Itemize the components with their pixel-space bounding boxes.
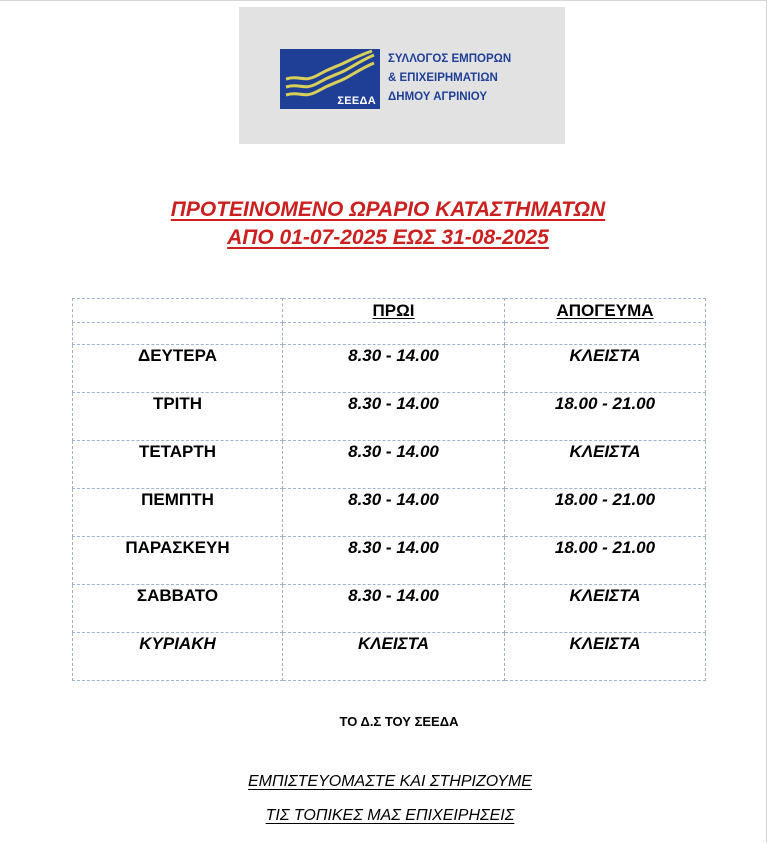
afternoon-cell: ΚΛΕΙΣΤΑ xyxy=(569,442,641,461)
logo-line-2: & ΕΠΙΧΕΙΡΗΜΑΤΙΩΝ xyxy=(388,72,498,84)
day-cell: ΤΡΙΤΗ xyxy=(152,394,203,413)
morning-cell: 8.30 - 14.00 xyxy=(348,394,439,413)
logo-line-1: ΣΥΛΛΟΓΟΣ ΕΜΠΟΡΩΝ xyxy=(388,53,512,65)
schedule-table xyxy=(72,298,706,681)
table-row xyxy=(73,393,706,441)
afternoon-cell: 18.00 - 21.00 xyxy=(554,394,656,413)
header-morning: ΠΡΩΙ xyxy=(372,300,415,320)
table-row xyxy=(73,537,706,585)
morning-cell: 8.30 - 14.00 xyxy=(348,442,439,461)
morning-cell: 8.30 - 14.00 xyxy=(348,490,439,509)
table-header-row xyxy=(73,299,706,323)
table-row xyxy=(73,585,706,633)
logo-acronym: ΣΕΕΔΑ xyxy=(337,95,376,107)
afternoon-cell: ΚΛΕΙΣΤΑ xyxy=(569,586,641,605)
logo-line-3: ΔΗΜΟΥ ΑΓΡΙΝΙΟΥ xyxy=(388,91,488,103)
document-title xyxy=(0,196,768,252)
morning-cell: 8.30 - 14.00 xyxy=(348,538,439,557)
afternoon-cell: ΚΛΕΙΣΤΑ xyxy=(569,346,641,365)
morning-cell: 8.30 - 14.00 xyxy=(348,586,439,605)
day-cell: ΣΑΒΒΑΤΟ xyxy=(136,586,219,605)
table-row xyxy=(73,441,706,489)
morning-cell: ΚΛΕΙΣΤΑ xyxy=(357,634,430,653)
logo-text xyxy=(388,50,511,107)
day-cell: ΠΑΡΑΣΚΕΥΗ xyxy=(125,538,230,557)
slogan-line-2: ΤΙΣ ΤΟΠΙΚΕΣ ΜΑΣ ΕΠΙΧΕΙΡΗΣΕΙΣ xyxy=(265,807,515,824)
board-signature: ΤΟ Δ.Σ ΤΟΥ ΣΕΕΔΑ xyxy=(339,714,459,729)
day-cell: ΚΥΡΙΑΚΗ xyxy=(139,634,216,653)
title-line-1: ΠΡΟΤΕΙΝΟΜΕΝΟ ΩΡΑΡΙΟ ΚΑΤΑΣΤΗΜΑΤΩΝ xyxy=(170,198,606,221)
day-cell: ΤΕΤΑΡΤΗ xyxy=(138,442,217,461)
slogan-line-1-wrap xyxy=(0,773,768,791)
afternoon-cell: ΚΛΕΙΣΤΑ xyxy=(569,634,641,653)
afternoon-cell: 18.00 - 21.00 xyxy=(554,490,656,509)
afternoon-cell: 18.00 - 21.00 xyxy=(554,538,656,557)
title-line-2: ΑΠΟ 01-07-2025 ΕΩΣ 31-08-2025 xyxy=(227,226,549,249)
slogan-line-2-wrap xyxy=(0,807,768,825)
table-row xyxy=(73,489,706,537)
day-cell: ΔΕΥΤΕΡΑ xyxy=(138,346,217,365)
table-row xyxy=(73,633,706,681)
logo xyxy=(239,7,565,144)
morning-cell: 8.30 - 14.00 xyxy=(348,346,439,365)
day-cell: ΠΕΜΠΤΗ xyxy=(141,490,214,509)
table-spacer-row xyxy=(73,323,706,345)
header-empty xyxy=(73,299,283,323)
table-row xyxy=(73,345,706,393)
slogan-line-1: ΕΜΠΙΣΤΕΥΟΜΑΣΤΕ ΚΑΙ ΣΤΗΡΙΖΟΥΜΕ xyxy=(248,773,532,790)
header-afternoon: ΑΠΟΓΕΥΜΑ xyxy=(556,300,654,320)
logo-emblem xyxy=(280,49,380,109)
